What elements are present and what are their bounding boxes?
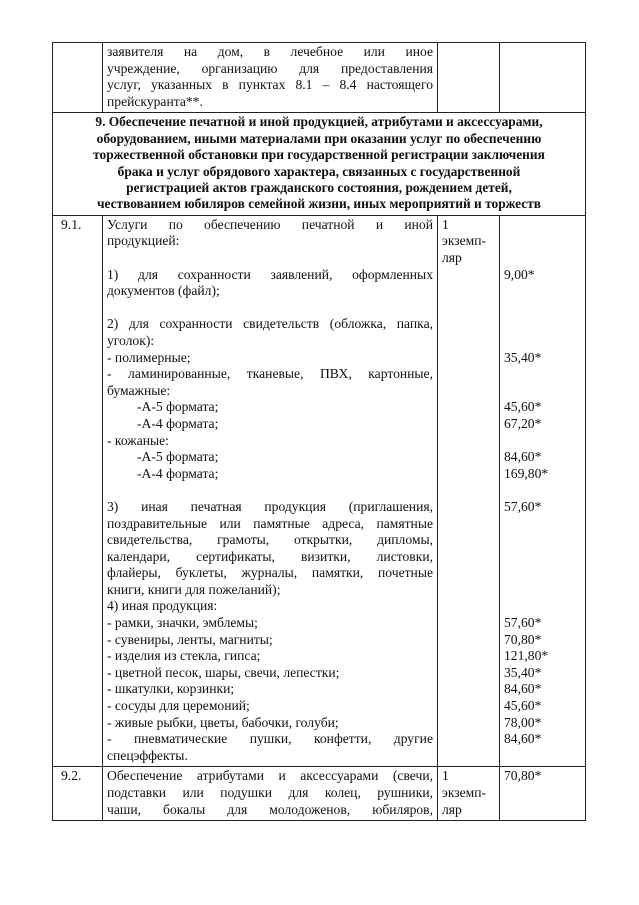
cell-price-empty	[500, 43, 586, 113]
price-laminated-a5: 45,60*	[504, 399, 542, 415]
desc-line: заявителя на дом, в лечебное или иное	[107, 44, 433, 59]
desc-line: продукцией:	[107, 233, 180, 249]
desc-line: -А-5 формата;	[137, 399, 219, 415]
desc-line: Услуги по обеспечению печатной и иной	[107, 216, 433, 232]
price-attributes: 70,80*	[504, 768, 542, 784]
row-number: 9.1.	[53, 215, 103, 767]
heading-line: торжественной обстановки при государственной регистрации заключения	[93, 147, 545, 163]
heading-line: оборудованием, иными материалами при оказании услуг по обеспечению	[96, 130, 542, 146]
table-row-9-2	[53, 767, 586, 821]
desc-line: 1) для сохранности заявлений, оформленных	[107, 266, 433, 282]
desc-line: учреждение, организацию для предоставления	[107, 60, 433, 76]
desc-line: свидетельства, грамоты, открытки, дипломы,	[107, 532, 433, 548]
table-row-9-1	[53, 215, 586, 767]
heading-line: регистрацией актов гражданского состояния, рождением детей,	[126, 180, 512, 195]
unit-line: ляр	[442, 250, 462, 265]
desc-line: книги, книги для пожеланий);	[107, 581, 281, 597]
section-9-heading	[53, 113, 586, 215]
desc-line: прейскуранта**.	[107, 93, 203, 109]
desc-line: - живые рыбки, цветы, бабочки, голуби;	[107, 714, 339, 730]
table-row-continuation	[53, 43, 586, 113]
desc-line: - цветной песок, шары, свечи, лепестки;	[107, 664, 340, 680]
heading-line: чествованием юбиляров семейной жизни, иных мероприятий и торжеств	[96, 196, 542, 212]
table-row-section-heading	[53, 113, 586, 215]
price-boxes: 84,60*	[504, 681, 542, 697]
price-vessels: 45,60*	[504, 698, 542, 714]
desc-line: - рамки, значки, эмблемы;	[107, 615, 258, 631]
desc-line: 4) иная продукция:	[107, 598, 218, 614]
desc-line: спецэффекты.	[107, 747, 188, 763]
desc-line: уголок):	[107, 332, 155, 348]
desc-line: флайеры, буклеты, журналы, памятки, почетные	[107, 565, 433, 581]
cell-desc-9-1	[103, 215, 438, 767]
desc-line: Обеспечение атрибутами и аксессуарами (свечи,	[107, 768, 433, 784]
desc-line: -А-4 формата;	[137, 465, 219, 481]
unit-line: ляр	[442, 801, 462, 817]
desc-line: -А-4 формата;	[137, 415, 219, 431]
cell-price-9-2	[500, 767, 586, 821]
unit-line: экземп-	[442, 785, 487, 800]
desc-line: чаши, бокалы для молодоженов, юбиляров,	[107, 801, 433, 817]
cell-unit-empty	[438, 43, 500, 113]
unit-line: экземп-	[442, 233, 487, 249]
desc-line: 2) для сохранности свидетельств (обложка, папка,	[107, 316, 433, 332]
desc-line: - полимерные;	[107, 349, 191, 365]
price-fish: 78,00*	[504, 714, 542, 730]
heading-line: 9. Обеспечение печатной и иной продукцией, атрибутами и аксессуарами,	[95, 114, 543, 130]
desc-line: 3) иная печатная продукция (приглашения,	[107, 498, 433, 514]
desc-line: подставки или подушки для колец, рушники,	[107, 785, 433, 800]
cell-price-9-1	[500, 215, 586, 767]
cell-unit-9-1	[438, 215, 500, 767]
desc-line: календари, сертификаты, визитки, листовки,	[107, 548, 433, 564]
desc-line: -А-5 формата;	[137, 449, 219, 465]
price-leather-a5: 84,60*	[504, 449, 542, 465]
desc-line: - ламинированные, тканевые, ПВХ, картонные,	[107, 366, 433, 382]
cell-num-empty	[53, 43, 103, 113]
price-cannons: 84,60*	[504, 731, 542, 747]
desc-line: поздравительные или памятные адреса, памятные	[107, 515, 433, 531]
row-number: 9.2.	[53, 767, 103, 821]
desc-line: услуг, указанных в пунктах 8.1 – 8.4 настоящего	[107, 77, 433, 93]
price-laminated-a4: 67,20*	[504, 415, 542, 431]
price-glass: 121,80*	[504, 648, 549, 664]
price-print-products: 57,60*	[504, 498, 542, 514]
cell-unit-9-2	[438, 767, 500, 821]
price-souvenirs: 70,80*	[504, 631, 542, 647]
cell-desc-9-2	[103, 767, 438, 821]
desc-line: - кожаные:	[107, 432, 169, 448]
price-sand: 35,40*	[504, 664, 542, 680]
heading-line: брака и услуг обрядового характера, связанных с государственной	[117, 163, 521, 179]
desc-line: бумажные:	[107, 382, 171, 398]
price-list-table	[52, 42, 586, 821]
cell-desc-continuation	[103, 43, 438, 113]
price-file: 9,00*	[504, 266, 535, 282]
unit-line: 1	[442, 216, 449, 232]
price-polymer: 35,40*	[504, 349, 542, 365]
price-leather-a4: 169,80*	[504, 465, 549, 481]
unit-line: 1	[442, 768, 449, 784]
desc-line: - пневматические пушки, конфетти, другие	[107, 731, 433, 747]
desc-line: - сувениры, ленты, магниты;	[107, 631, 273, 647]
desc-line: - шкатулки, корзинки;	[107, 681, 235, 697]
price-frames: 57,60*	[504, 615, 542, 631]
desc-line: - сосуды для церемоний;	[107, 698, 250, 714]
desc-line: - изделия из стекла, гипса;	[107, 648, 261, 664]
desc-line: документов (файл);	[107, 283, 220, 299]
